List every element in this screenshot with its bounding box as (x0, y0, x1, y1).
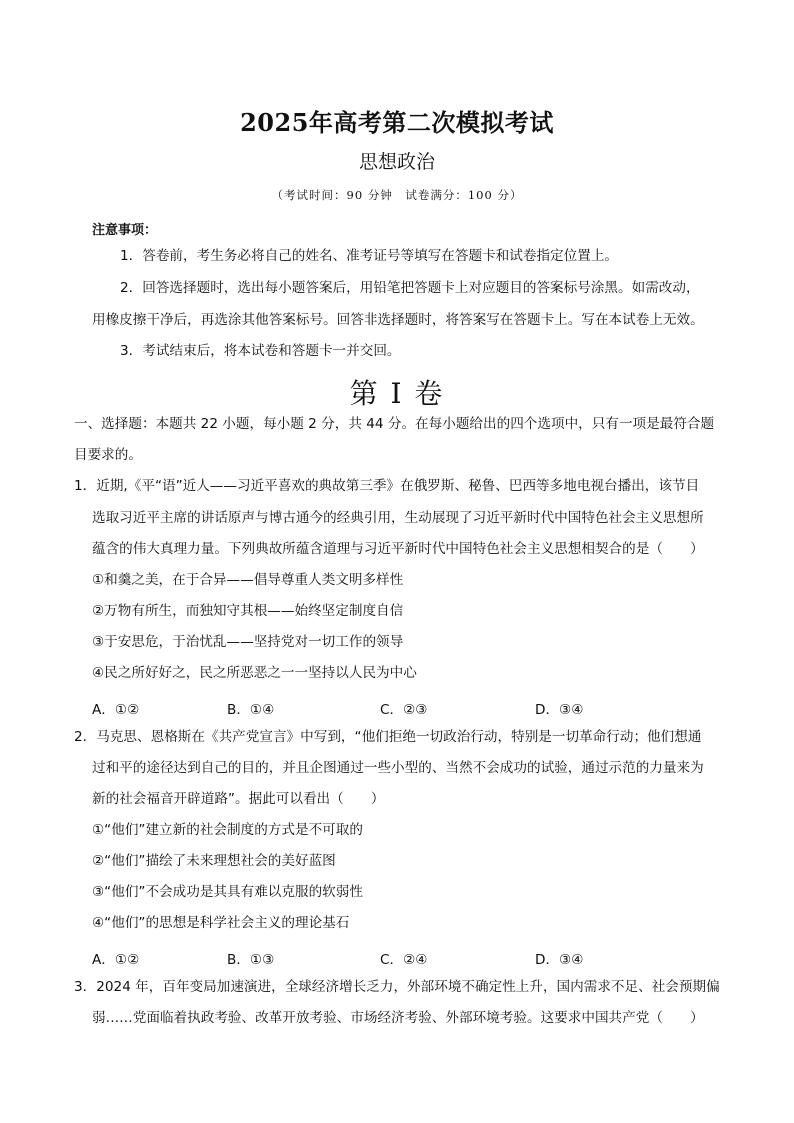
question-1-choice-d[interactable]: D．③④ (535, 702, 584, 718)
exam-info: （考试时间：90 分钟 试卷满分：100 分） (271, 188, 523, 202)
question-1-statement-1: ①和羹之美，在于合异——倡导尊重人类文明多样性 (92, 572, 404, 588)
question-2-statement-1: ①“他们”建立新的社会制度的方式是不可取的 (92, 822, 363, 838)
question-1-statement-4: ④民之所好好之，民之所恶恶之一一坚持以人民为中心 (92, 665, 417, 681)
question-1-line-1: 1．近期,《平“语”近人——习近平喜欢的典故第三季》在俄罗斯、秘鲁、巴西等多地电视台播出，该节目 (74, 478, 700, 494)
section-instruction-line-1: 一、选择题：本题共 22 小题，每小题 2 分，共 44 分。在每小题给出的四个选项中，只有一项是最符合题 (74, 416, 715, 432)
subject-title: 思想政治 (358, 151, 435, 173)
question-1-choice-a[interactable]: A．①② (92, 702, 140, 718)
notice-item-2-line-1: 2．回答选择题时，选出每小题答案后，用铅笔把答题卡上对应题目的答案标号涂黑。如需改动， (120, 280, 700, 296)
exam-title: 2025年高考第二次模拟考试 (240, 108, 554, 137)
notice-heading: 注意事项： (92, 223, 158, 238)
question-3-line-2: 弱……党面临着执政考验、改革开放考验、市场经济考验、外部环境考验。这要求中国共产党（ ） (92, 1010, 704, 1026)
question-1-statement-3: ③于安思危，于治忧乱——坚持党对一切工作的领导 (92, 634, 404, 650)
question-1-choice-c[interactable]: C．②③ (380, 702, 428, 718)
notice-item-3: 3．考试结束后，将本试卷和答题卡一并交回。 (120, 343, 401, 359)
question-2-statement-4: ④“他们”的思想是科学社会主义的理论基石 (92, 915, 350, 931)
question-2-choice-c[interactable]: C．②④ (380, 952, 428, 968)
question-3-line-1: 3．2024 年，百年变局加速演进，全球经济增长乏力，外部环境不确定性上升，国内需求不足、社会预期偏 (74, 979, 720, 995)
volume-title: 第 I 卷 (349, 377, 445, 410)
question-1-line-2: 选取习近平主席的讲话原声与博古通今的经典引用，生动展现了习近平新时代中国特色社会主义思想所 (92, 510, 704, 526)
question-2-line-3: 新的社会福音开辟道路”。据此可以看出（ ） (92, 791, 385, 807)
question-2-line-2: 过和平的途径达到自己的目的，并且企图通过一些小型的、当然不会成功的试验，通过示范的力量来为 (92, 760, 704, 776)
question-2-choice-b[interactable]: B．①③ (227, 952, 275, 968)
question-2-statement-3: ③“他们”不会成功是其具有难以克服的软弱性 (92, 884, 363, 900)
question-1-line-3: 蕴含的伟大真理力量。下列典故所蕴含道理与习近平新时代中国特色社会主义思想相契合的是（ ） (92, 541, 704, 557)
notice-item-1: 1．答卷前，考生务必将自己的姓名、准考证号等填写在答题卡和试卷指定位置上。 (120, 248, 619, 264)
notice-item-2-line-2: 用橡皮擦干净后，再选涂其他答案标号。回答非选择题时，将答案写在答题卡上。写在本试卷上无效。 (92, 312, 704, 328)
question-2-line-1: 2．马克思、恩格斯在《共产党宣言》中写到，“他们拒绝一切政治行动，特别是一切革命行动；他们想通 (74, 729, 702, 745)
question-2-statement-2: ②“他们”描绘了未来理想社会的美好蓝图 (92, 853, 336, 869)
question-1-choice-b[interactable]: B．①④ (227, 702, 275, 718)
question-1-statement-2: ②万物有所生，而独知守其根——始终坚定制度自信 (92, 603, 404, 619)
question-2-choice-d[interactable]: D．③④ (535, 952, 584, 968)
section-instruction-line-2: 目要求的。 (74, 447, 142, 463)
question-2-choice-a[interactable]: A．①② (92, 952, 140, 968)
